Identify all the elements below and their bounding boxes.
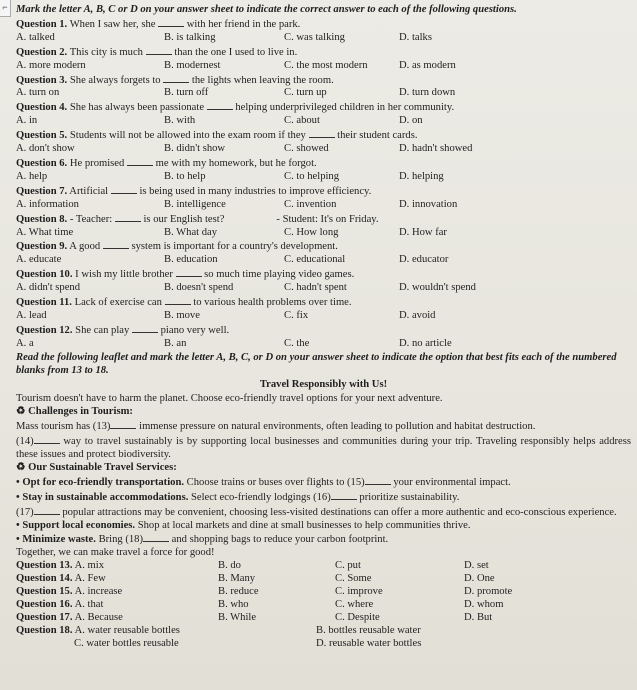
option-b[interactable]: B. do	[218, 560, 241, 572]
instruction-text: Mark the letter A, B, C or D on your answer sheet to indicate the correct answer to each of the following questions.	[16, 4, 517, 15]
option-d[interactable]: D. set	[464, 560, 489, 572]
option-d[interactable]: D. turn down	[399, 87, 456, 99]
option-b[interactable]: B. Many	[218, 573, 256, 585]
blank-18[interactable]	[143, 532, 169, 542]
bullet-accommodation: • Stay in sustainable accommodations. Select eco-friendly lodgings (16) prioritize sustainability.	[16, 491, 460, 503]
option-b[interactable]: B. doesn't spend	[164, 282, 234, 294]
option-c[interactable]: C. Some	[335, 573, 372, 585]
option-c[interactable]: C. improve	[335, 586, 383, 598]
answer-blank[interactable]	[176, 267, 202, 277]
question-stem: Question 12. She can play piano very well.	[16, 324, 230, 336]
option-b[interactable]: B. move	[164, 309, 200, 321]
option-d[interactable]: D. whom	[464, 598, 504, 610]
question-15: Question 15. A. increase B. reduce C. improve D. promote	[16, 586, 631, 599]
option-c[interactable]: C. water bottles reusable	[74, 637, 179, 649]
option-d[interactable]: D. promote	[464, 586, 513, 598]
option-d[interactable]: D. One	[464, 573, 495, 585]
bullet-transport: • Opt for eco-friendly transportation. Choose trains or buses over flights to (15) your environmental impact.	[16, 476, 511, 488]
question-stem: Question 9. A good system is important for a country's development.	[16, 241, 338, 253]
question-list	[16, 17, 631, 351]
question-stem: Question 7. Artificial is being used in many industries to improve efficiency.	[16, 185, 372, 197]
option-d[interactable]: D. wouldn't spend	[399, 282, 476, 294]
paragraph-17: (17) popular attractions may be convenient, choosing less-visited destinations can offer a more authentic and eco-conscious experience.	[16, 506, 617, 518]
services-heading: ♻ Our Sustainable Travel Services:	[16, 461, 177, 473]
question-1	[16, 17, 631, 45]
answer-blank[interactable]	[309, 128, 335, 138]
option-d[interactable]: D. How far	[399, 226, 447, 238]
answer-blank[interactable]	[158, 17, 184, 27]
blank-16[interactable]	[331, 490, 357, 500]
option-c[interactable]: C. put	[335, 560, 361, 572]
question-12	[16, 323, 631, 351]
question-2	[16, 45, 631, 73]
option-b[interactable]: B. turn off	[164, 87, 209, 99]
option-a[interactable]: A. information	[16, 198, 79, 210]
option-d[interactable]: D. avoid	[399, 309, 436, 321]
paragraph-14: (14) way to travel sustainably is by supporting local businesses and communities during your trip. Traveling responsibly helps address these issues and protect biodiversity.	[16, 436, 631, 460]
option-b[interactable]: B. modernest	[164, 59, 221, 71]
question-stem: Question 8. - Teacher: is our English test? - Student: It's on Friday.	[16, 213, 379, 225]
reading-instruction: Read the following leaflet and mark the letter A, B, C, or D on your answer sheet to indicate the option that best fits each of the numbered blanks from 13 to 18.	[16, 351, 617, 376]
option-c[interactable]: C. about	[284, 115, 320, 127]
option-a[interactable]: A. don't show	[16, 143, 75, 155]
question-stem: Question 3. She always forgets to the lights when leaving the room.	[16, 74, 334, 86]
question-stem: Question 6. He promised me with my homework, but he forgot.	[16, 157, 317, 169]
option-a[interactable]: A. water reusable bottles	[74, 624, 180, 636]
question-11	[16, 295, 631, 323]
option-d[interactable]: D. innovation	[399, 198, 458, 210]
option-a[interactable]: A. Few	[74, 573, 106, 585]
option-a[interactable]: A. more modern	[16, 59, 86, 71]
option-a[interactable]: A. Because	[74, 611, 123, 623]
blank-17[interactable]	[34, 505, 60, 515]
option-c[interactable]: C. the most modern	[284, 59, 368, 71]
option-d[interactable]: D. as modern	[399, 59, 456, 71]
option-c[interactable]: C. turn up	[284, 87, 327, 99]
option-b[interactable]: B. education	[164, 254, 218, 266]
question-stem: Question 2. This city is much than the one I used to live in.	[16, 46, 298, 58]
option-c[interactable]: C. invention	[284, 198, 337, 210]
option-b[interactable]: B. bottles reusable water	[316, 624, 421, 636]
option-b[interactable]: B. is talking	[164, 31, 216, 43]
challenges-heading: ♻ Challenges in Tourism:	[16, 406, 133, 418]
option-a[interactable]: A. talked	[16, 31, 55, 43]
paragraph-13: Mass tourism has (13) immense pressure on natural environments, often leading to pollution and habitat destruction.	[16, 421, 536, 433]
option-c[interactable]: C. Despite	[335, 611, 380, 623]
option-b[interactable]: B. reduce	[218, 586, 259, 598]
option-d[interactable]: D. on	[399, 115, 423, 127]
question-13: Question 13. A. mix B. do C. put D. set	[16, 560, 631, 573]
question-3	[16, 73, 631, 101]
option-c[interactable]: C. How long	[284, 226, 339, 238]
answer-blank[interactable]	[132, 323, 158, 333]
leaflet-intro: Tourism doesn't have to harm the planet. Choose eco-friendly travel options for your next adventure.	[16, 393, 443, 405]
option-a[interactable]: A. turn on	[16, 87, 60, 99]
bullet-minimize-waste: • Minimize waste. Bring (18) and shopping bags to reduce your carbon footprint.	[16, 534, 389, 546]
option-a[interactable]: A. that	[74, 598, 104, 610]
question-6	[16, 156, 631, 184]
blank-15[interactable]	[365, 475, 391, 485]
option-d[interactable]: D. hadn't showed	[399, 143, 473, 155]
option-d[interactable]: D. But	[464, 611, 493, 623]
question-7	[16, 184, 631, 212]
answer-blank[interactable]	[111, 184, 137, 194]
option-b[interactable]: B. to help	[164, 170, 206, 182]
question-16: Question 16. A. that B. who C. where D. whom	[16, 599, 631, 612]
option-b[interactable]: B. who	[218, 598, 249, 610]
option-a[interactable]: A. educate	[16, 254, 62, 266]
option-b[interactable]: B. While	[218, 611, 257, 623]
option-d[interactable]: D. helping	[399, 170, 444, 182]
answer-blank[interactable]	[207, 100, 233, 110]
option-a[interactable]: A. a	[16, 337, 34, 349]
option-d[interactable]: D. no article	[399, 337, 452, 349]
leaflet-title: Travel Responsibly with Us!	[259, 379, 388, 391]
question-stem: Question 10. I wish my little brother so much time playing video games.	[16, 269, 355, 281]
bullet-local-economies: • Support local economies. Shop at local markets and dine at small businesses to help communities thrive.	[16, 519, 471, 531]
option-a[interactable]: A. in	[16, 115, 38, 127]
blank-13[interactable]	[110, 419, 136, 429]
option-c[interactable]: C. was talking	[284, 31, 345, 43]
option-a[interactable]: A. mix	[74, 560, 105, 572]
option-d[interactable]: D. talks	[399, 31, 432, 43]
option-b[interactable]: B. intelligence	[164, 198, 226, 210]
option-b[interactable]: B. an	[164, 337, 187, 349]
option-c[interactable]: C. fix	[284, 309, 309, 321]
option-c[interactable]: C. where	[335, 598, 374, 610]
question-stem: Question 11. Lack of exercise can to various health problems over time.	[16, 297, 352, 309]
option-a[interactable]: A. didn't spend	[16, 282, 80, 294]
question-9	[16, 239, 631, 267]
question-4	[16, 100, 631, 128]
closing-line: Together, we can make travel a force for good!	[16, 547, 215, 559]
answer-blank[interactable]	[115, 212, 141, 222]
page-corner-marker: ⌐	[0, 0, 11, 17]
question-18: Question 18. A. water reusable bottles B. bottles reusable water C. water bottles reusable D. reusable water bottles	[16, 625, 631, 651]
question-stem: Question 4. She has always been passionate helping underprivileged children in her community.	[16, 102, 455, 114]
question-14: Question 14. A. Few B. Many C. Some D. One	[16, 573, 631, 586]
option-d[interactable]: D. educator	[399, 254, 449, 266]
option-b[interactable]: B. with	[164, 115, 196, 127]
answer-blank[interactable]	[146, 45, 172, 55]
option-a[interactable]: A. help	[16, 170, 48, 182]
answer-blank[interactable]	[165, 295, 191, 305]
question-stem: Question 5. Students will not be allowed into the exam room if they their student cards.	[16, 130, 418, 142]
option-b[interactable]: B. didn't show	[164, 143, 226, 155]
question-17: Question 17. A. Because B. While C. Despite D. But	[16, 612, 631, 625]
question-stem: Question 1. When I saw her, she with her friend in the park.	[16, 18, 301, 30]
answer-blank[interactable]	[127, 156, 153, 166]
option-c[interactable]: C. showed	[284, 143, 329, 155]
option-c[interactable]: C. the	[284, 337, 310, 349]
question-5	[16, 128, 631, 156]
option-a[interactable]: A. increase	[74, 586, 123, 598]
answer-blank[interactable]	[163, 73, 189, 83]
option-d[interactable]: D. reusable water bottles	[316, 637, 422, 649]
option-a[interactable]: A. lead	[16, 309, 47, 321]
option-a[interactable]: A. What time	[16, 226, 74, 238]
blank-14[interactable]	[34, 434, 60, 444]
option-c[interactable]: C. educational	[284, 254, 346, 266]
option-c[interactable]: C. hadn't spent	[284, 282, 347, 294]
reading-question-list	[16, 560, 631, 625]
option-b[interactable]: B. What day	[164, 226, 218, 238]
option-c[interactable]: C. to helping	[284, 170, 340, 182]
question-10	[16, 267, 631, 295]
answer-blank[interactable]	[103, 239, 129, 249]
question-8	[16, 212, 631, 240]
